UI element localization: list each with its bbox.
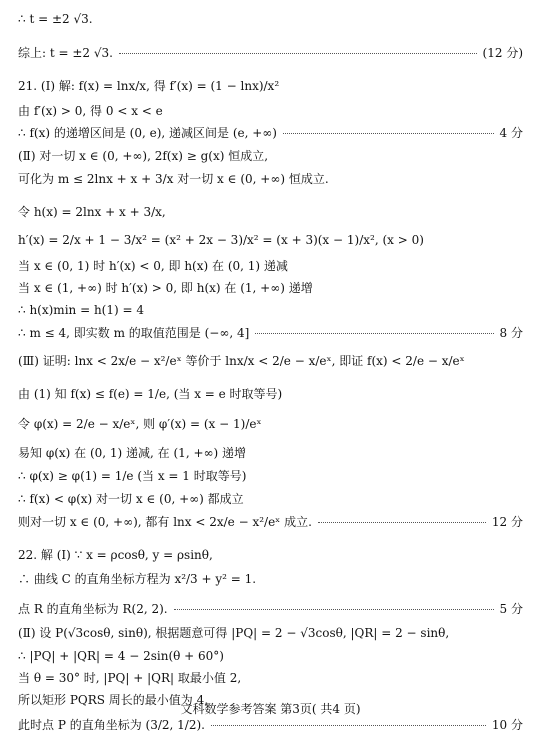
line-text: 令 φ(x) = 2/e − x/eˣ, 则 φ′(x) = (x − 1)/eˣ [18, 417, 262, 431]
line-text: h′(x) = 2/x + 1 − 3/x² = (x² + 2x − 3)/x² = (x + 3)(x − 1)/x², (x > 0) [18, 233, 424, 247]
text-line [18, 126, 523, 140]
line-text: 易知 φ(x) 在 (0, 1) 递减, 在 (1, +∞) 递增 [18, 446, 246, 460]
text-line [18, 79, 523, 93]
leader-dots [174, 609, 494, 610]
line-text: (Ⅱ) 对一切 x ∈ (0, +∞), 2f(x) ≥ g(x) 恒成立, [18, 149, 269, 163]
text-line [18, 417, 523, 431]
line-text: ∴ h(x)min = h(1) = 4 [18, 303, 144, 317]
text-line [18, 649, 523, 663]
text-line [18, 326, 523, 340]
text-line [18, 548, 523, 562]
line-text: ∴ φ(x) ≥ φ(1) = 1/e (当 x = 1 时取等号) [18, 469, 247, 483]
text-line [18, 303, 523, 317]
text-line [18, 572, 523, 586]
line-text: 由 f′(x) > 0, 得 0 < x < e [18, 104, 163, 118]
leader-dots [119, 53, 477, 54]
text-line [18, 259, 523, 273]
text-line [18, 12, 523, 26]
line-text: 所以矩形 PQRS 周长的最小值为 4, [18, 693, 209, 707]
line-text: (Ⅱ) 设 P(√3cosθ, sinθ), 根据题意可得 |PQ| = 2 − √3cosθ, |QR| = 2 − sinθ, [18, 626, 450, 640]
leader-dots [283, 133, 494, 134]
text-line [18, 149, 523, 163]
text-line [18, 602, 523, 616]
line-text: ∴ f(x) < φ(x) 对一切 x ∈ (0, +∞) 都成立 [18, 492, 244, 506]
line-text: 21. (Ⅰ) 解: f(x) = lnx/x, 得 f′(x) = (1 − lnx)/x² [18, 79, 280, 93]
line-text: 22. 解 (Ⅰ) ∵ x = ρcosθ, y = ρsinθ, [18, 548, 213, 562]
line-text: 当 x ∈ (1, +∞) 时 h′(x) > 0, 即 h(x) 在 (1, +∞) 递增 [18, 281, 313, 295]
score-mark: 10 分 [491, 718, 523, 732]
score-mark: 5 分 [499, 602, 523, 616]
text-line [18, 172, 523, 186]
score-mark: 4 分 [499, 126, 523, 140]
line-text: 综上: t = ±2 √3. [18, 46, 113, 60]
score-mark: 8 分 [499, 326, 523, 340]
line-text: 点 R 的直角坐标为 R(2, 2). [18, 602, 168, 616]
line-text: 当 x ∈ (0, 1) 时 h′(x) < 0, 即 h(x) 在 (0, 1) 递减 [18, 259, 288, 273]
leader-dots [211, 725, 486, 726]
text-line [18, 515, 523, 529]
line-text: 令 h(x) = 2lnx + x + 3/x, [18, 205, 166, 219]
line-text: ∴ 曲线 C 的直角坐标方程为 x²/3 + y² = 1. [18, 572, 257, 586]
page-footer: 文科数学参考答案 第3页( 共4 页) [180, 702, 361, 716]
text-line [18, 205, 523, 219]
line-text: 则对一切 x ∈ (0, +∞), 都有 lnx < 2x/e − x²/eˣ 成立. [18, 515, 312, 529]
text-line [18, 469, 523, 483]
text-line [18, 446, 523, 460]
line-text: ∴ |PQ| + |QR| = 4 − 2sin(θ + 60°) [18, 649, 224, 663]
text-line [18, 281, 523, 295]
line-text: (Ⅲ) 证明: lnx < 2x/e − x²/eˣ 等价于 lnx/x < 2/e − x/eˣ, 即证 f(x) < 2/e − x/eˣ [18, 354, 465, 368]
text-line [18, 233, 523, 247]
line-text: 此时点 P 的直角坐标为 (3/2, 1/2). [18, 718, 205, 732]
line-text: 当 θ = 30° 时, |PQ| + |QR| 取最小值 2, [18, 671, 242, 685]
text-line [18, 104, 523, 118]
leader-dots [255, 333, 493, 334]
line-text: ∴ m ≤ 4, 即实数 m 的取值范围是 (−∞, 4] [18, 326, 250, 340]
line-text: ∴ t = ±2 √3. [18, 12, 93, 26]
line-text: 可化为 m ≤ 2lnx + x + 3/x 对一切 x ∈ (0, +∞) 恒成立. [18, 172, 329, 186]
score-mark: (12 分) [482, 46, 523, 60]
line-text: ∴ f(x) 的递增区间是 (0, e), 递减区间是 (e, +∞) [18, 126, 277, 140]
text-line [18, 626, 523, 640]
text-line [18, 671, 523, 685]
text-line [18, 387, 523, 401]
leader-dots [318, 522, 486, 523]
text-line [18, 46, 523, 60]
text-line [18, 718, 523, 732]
text-line [18, 354, 523, 368]
line-text: 由 (1) 知 f(x) ≤ f(e) = 1/e, (当 x = e 时取等号) [18, 387, 283, 401]
score-mark: 12 分 [491, 515, 523, 529]
text-line [18, 492, 523, 506]
